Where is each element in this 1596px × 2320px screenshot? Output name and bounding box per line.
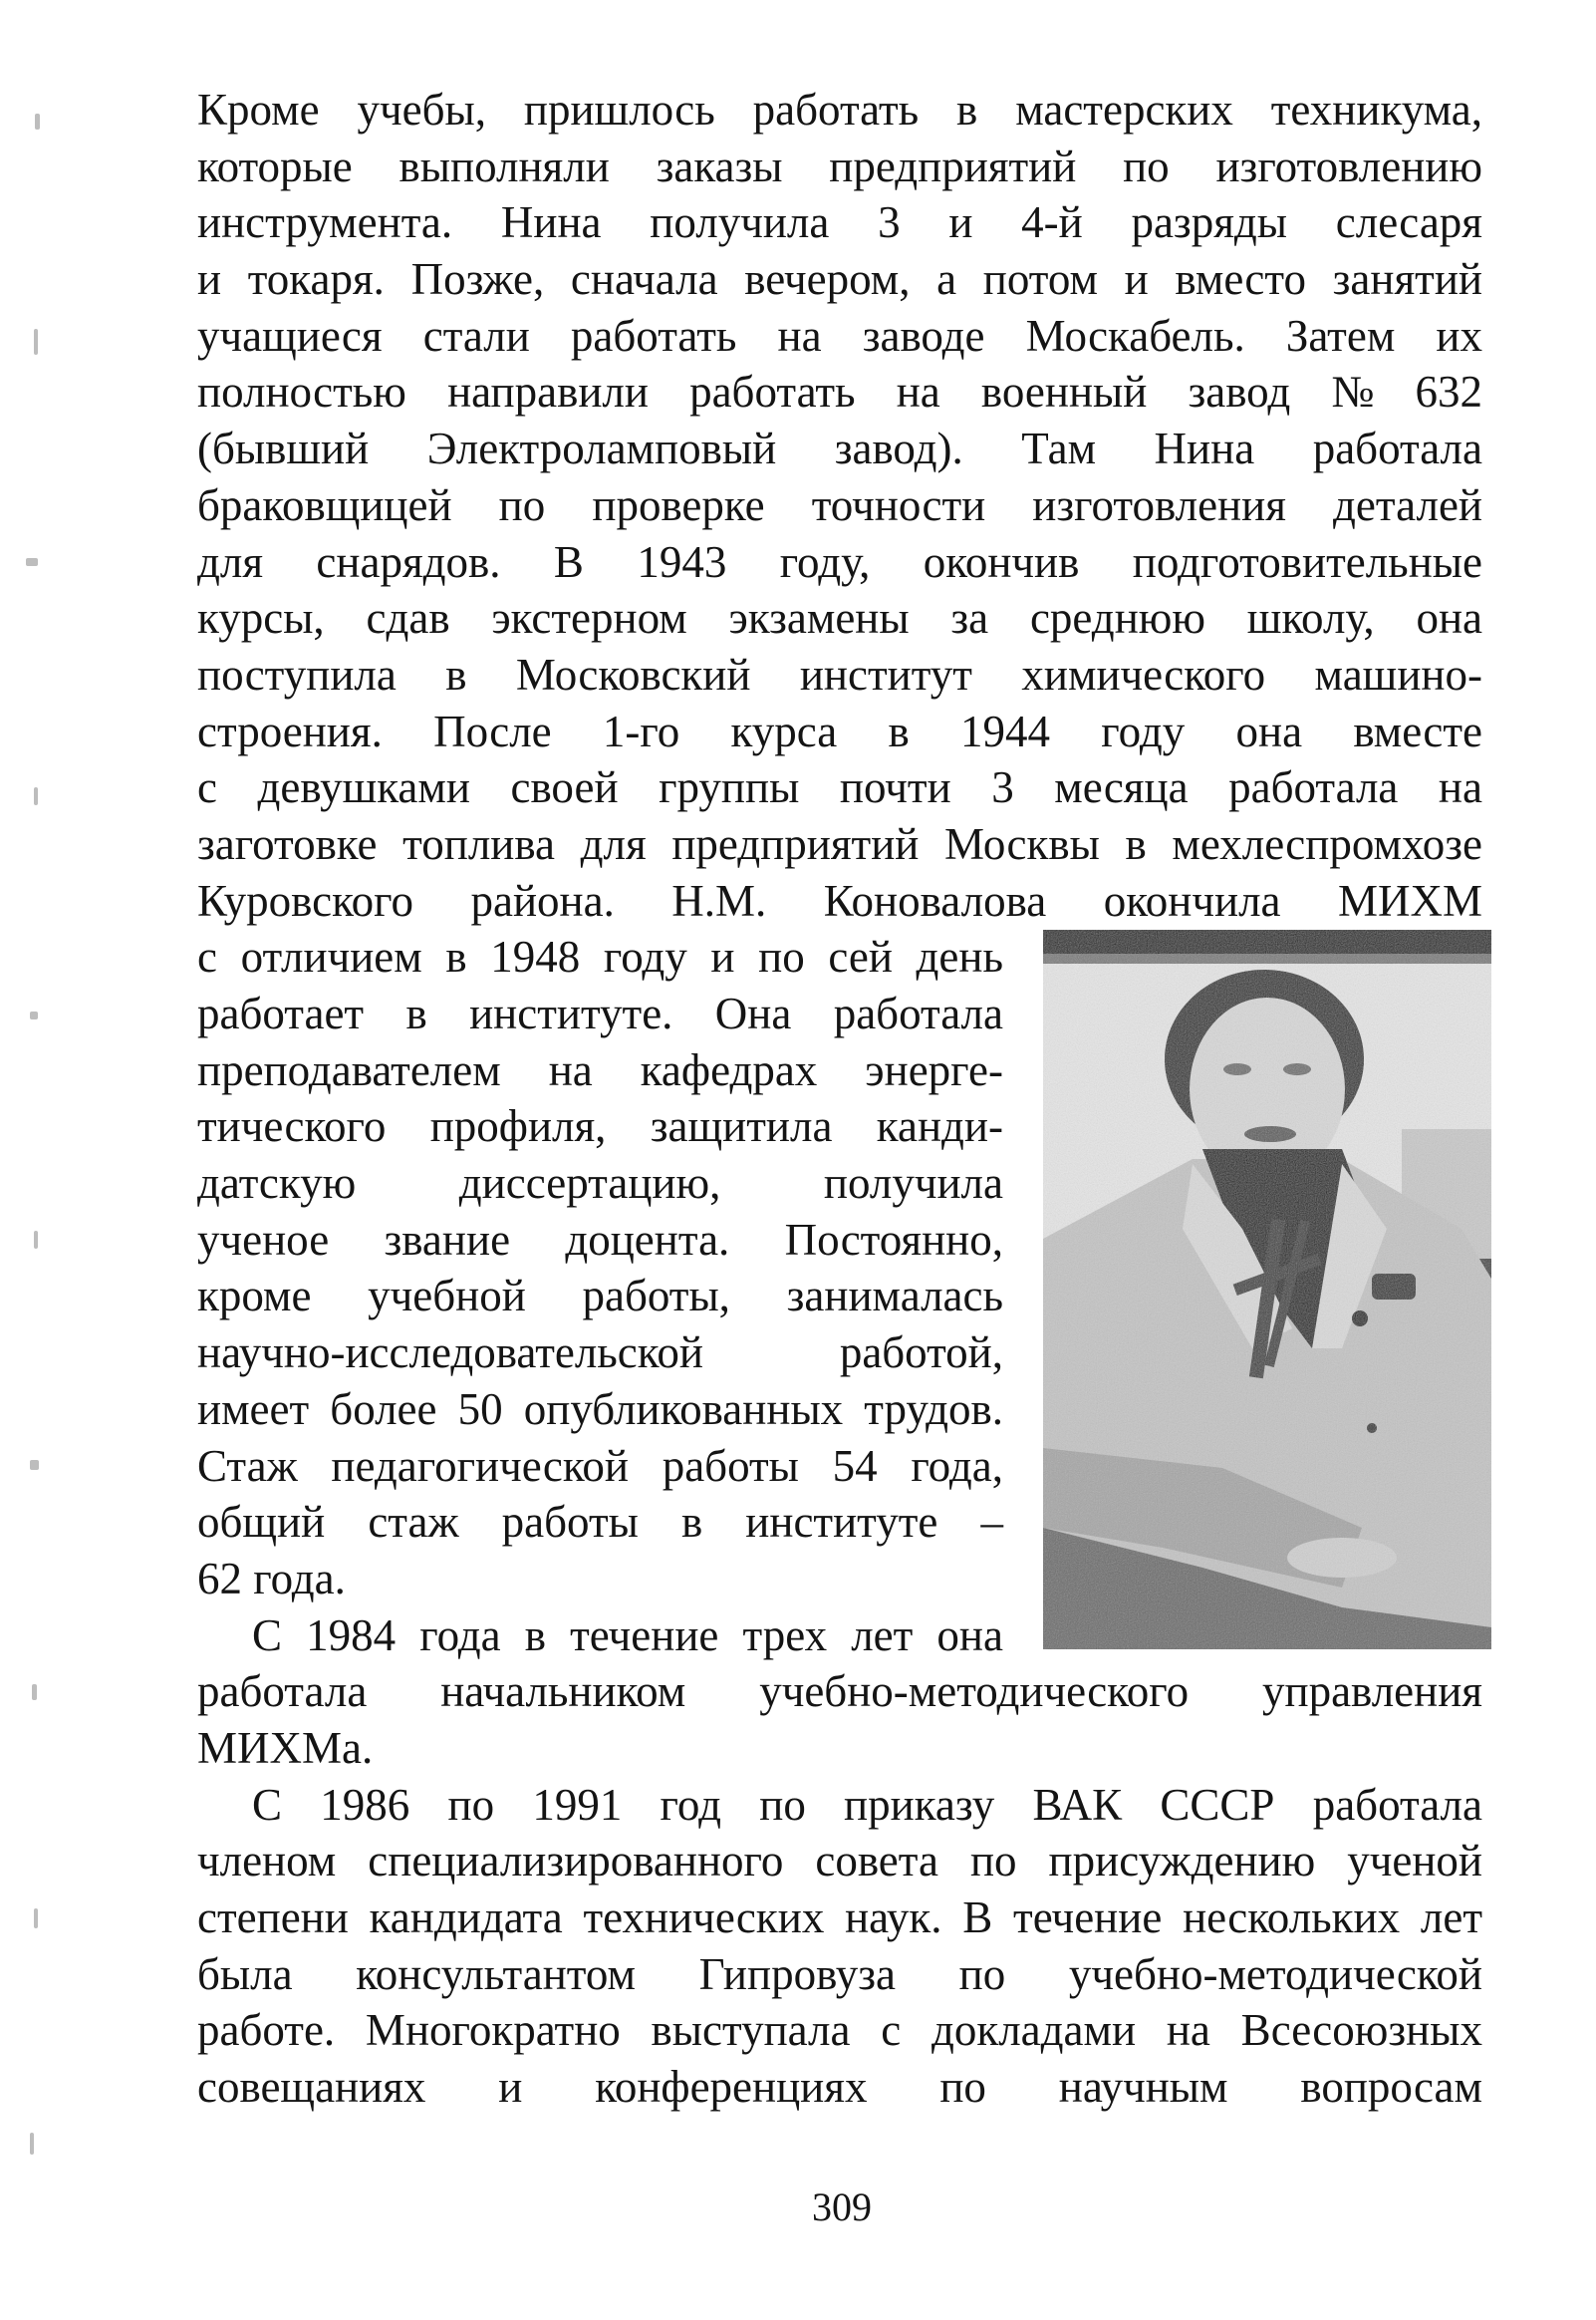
text-line: Стаж педагогической работы 54 года, <box>197 1440 1003 1491</box>
text-line: преподавателем на кафедрах энерге- <box>197 1044 1003 1095</box>
page-number: 309 <box>812 2184 872 2229</box>
text-line: ученое звание доцента. Постоянно, <box>197 1214 1003 1265</box>
scan-speck <box>30 1012 38 1019</box>
text-line: учащиеся стали работать на заводе Москабель. Затем их <box>197 310 1482 361</box>
text-line: С 1984 года в течение трех лет она <box>252 1609 1003 1660</box>
text-line: работе. Многократно выступала с докладами на Всесоюзных <box>197 2005 1482 2056</box>
scan-speck <box>26 558 38 566</box>
scan-speck <box>34 787 38 805</box>
text-line: 62 года. <box>197 1553 346 1603</box>
scan-speck <box>34 329 38 355</box>
scan-speck <box>34 1908 38 1928</box>
text-line: тического профиля, защитила канди- <box>197 1101 1003 1152</box>
scan-speck <box>30 2133 34 2155</box>
text-line: членом специализированного совета по присуждению ученой <box>197 1836 1482 1886</box>
text-line: кроме учебной работы, занималась <box>197 1271 1003 1321</box>
text-line: строения. После 1-го курса в 1944 году она вместе <box>197 706 1482 756</box>
text-line: заготовке топлива для предприятий Москвы в мехлеспромхозе <box>197 818 1482 869</box>
text-line: МИХМа. <box>197 1722 374 1773</box>
scan-speck <box>34 1231 38 1249</box>
text-line: и токаря. Позже, сначала вечером, а потом и вместо занятий <box>197 254 1482 305</box>
text-line: с девушками своей группы почти 3 месяца работала на <box>197 762 1482 813</box>
text-line: поступила в Московский институт химического машино- <box>197 649 1482 700</box>
text-line: работала начальником учебно-методического управления <box>197 1666 1482 1717</box>
text-line: степени кандидата технических наук. В течение нескольких лет <box>197 1892 1482 1942</box>
text-line: (бывший Электроламповый завод). Там Нина работала <box>197 424 1482 474</box>
text-line: Кроме учебы, пришлось работать в мастерских техникума, <box>197 85 1482 135</box>
text-line: браковщицей по проверке точности изготовления деталей <box>197 479 1482 530</box>
text-line: для снарядов. В 1943 году, окончив подготовительные <box>197 536 1482 587</box>
text-line: научно-исследовательской работой, <box>197 1327 1003 1378</box>
scan-speck <box>32 1684 37 1700</box>
portrait-photo <box>1043 930 1491 1649</box>
text-line: полностью направили работать на военный завод № 632 <box>197 367 1482 418</box>
scan-speck <box>35 114 40 130</box>
text-line: курсы, сдав экстерном экзамены за среднюю школу, она <box>197 593 1482 644</box>
text-line: совещаниях и конференциях по научным вопросам <box>197 2062 1482 2113</box>
text-line: с отличием в 1948 году и по сей день <box>197 932 1003 983</box>
text-line: датскую диссертацию, получила <box>197 1158 1003 1209</box>
text-line: которые выполняли заказы предприятий по изготовлению <box>197 141 1482 191</box>
text-line: инструмента. Нина получила 3 и 4-й разряды слесаря <box>197 197 1482 248</box>
scan-speck <box>30 1460 39 1470</box>
text-line: общий стаж работы в институте – <box>197 1497 1003 1548</box>
text-line: Куровского района. Н.М. Коновалова окончила МИХМ <box>197 875 1482 926</box>
text-line: была консультантом Гипровуза по учебно-методической <box>197 1948 1482 1999</box>
text-line: работает в институте. Она работала <box>197 989 1003 1038</box>
text-line: С 1986 по 1991 год по приказу ВАК СССР работала <box>252 1779 1482 1830</box>
portrait-image <box>1043 930 1491 1649</box>
text-line: имеет более 50 опубликованных трудов. <box>197 1383 1003 1434</box>
